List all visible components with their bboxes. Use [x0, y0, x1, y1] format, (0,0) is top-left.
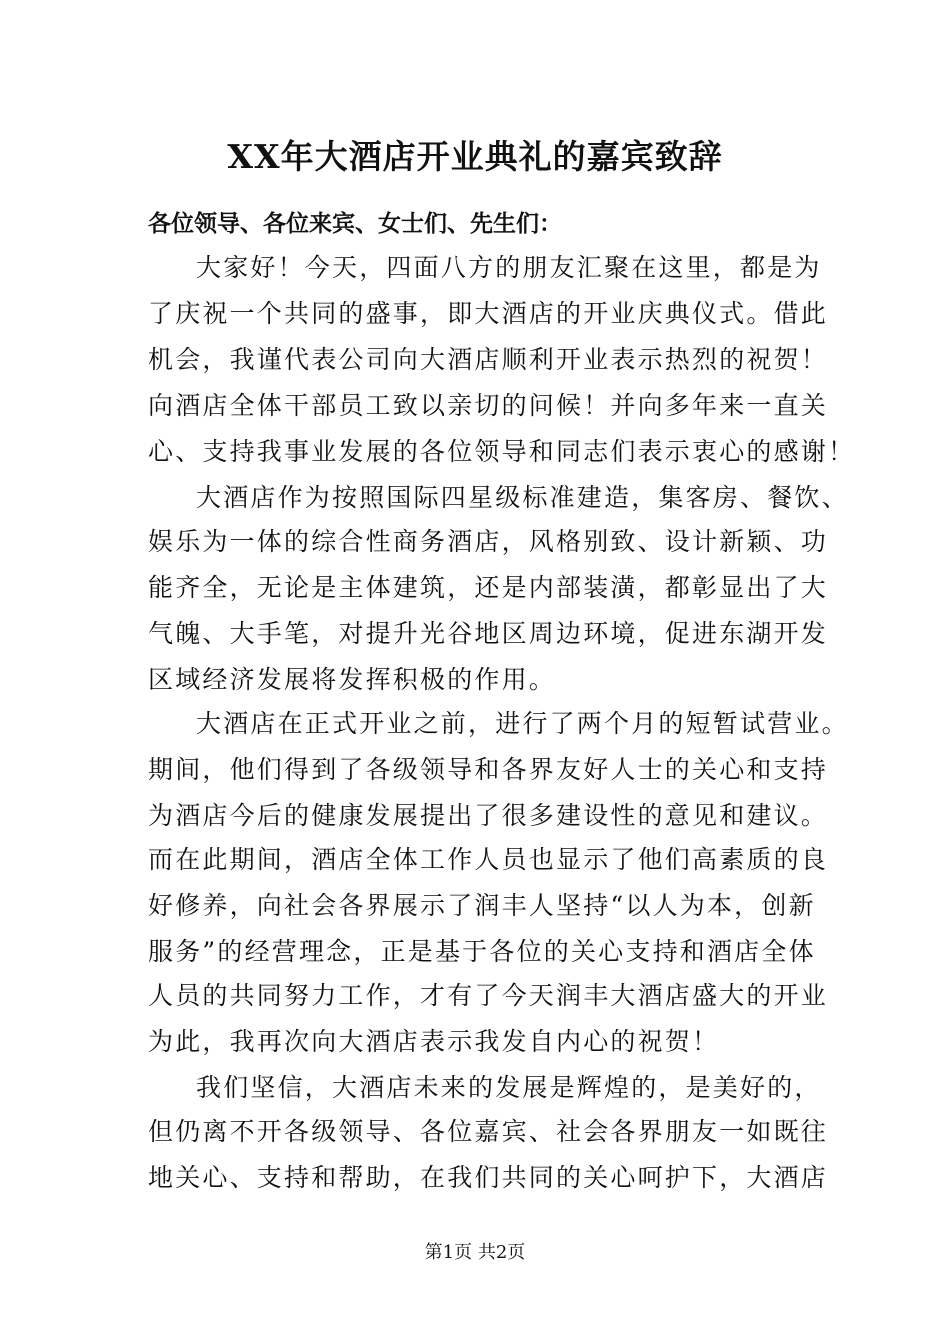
- paragraph-line: 但仍离不开各级领导、各位嘉宾、社会各界朋友一如既往: [148, 1117, 829, 1146]
- paragraph-line: 向酒店全体干部员工致以亲切的问候！并向多年来一直关: [148, 391, 829, 420]
- paragraph-line: 期间，他们得到了各级领导和各界友好人士的关心和支持: [148, 755, 829, 784]
- paragraph-line: 机会，我谨代表公司向大酒店顺利开业表示热烈的祝贺！: [148, 345, 829, 374]
- paragraph-line: 为此，我再次向大酒店表示我发自内心的祝贺！: [148, 1027, 720, 1056]
- paragraph-line: 我们坚信，大酒店未来的发展是辉煌的，是美好的，: [196, 1073, 822, 1102]
- page-footer: 第1页 共2页: [424, 1242, 526, 1263]
- paragraph-line: 人员的共同努力工作，才有了今天润丰大酒店盛大的开业: [148, 981, 829, 1010]
- paragraph-line: 地关心、支持和帮助，在我们共同的关心呵护下，大酒店: [148, 1163, 829, 1192]
- paragraph-line: 了庆祝一个共同的盛事，即大酒店的开业庆典仪式。借此: [148, 299, 829, 328]
- paragraph-line: 为酒店今后的健康发展提出了很多建设性的意见和建议。: [148, 801, 829, 830]
- salutation: 各位领导、各位来宾、女士们、先生们：: [148, 210, 562, 237]
- paragraph-line: 好修养，向社会各界展示了润丰人坚持“以人为本，创新: [148, 891, 816, 920]
- paragraph-line: 气魄、大手笔，对提升光谷地区周边环境，促进东湖开发: [148, 619, 829, 648]
- paragraph-line: 心、支持我事业发展的各位领导和同志们表示衷心的感谢！: [148, 437, 856, 466]
- paragraph-line: 大酒店作为按照国际四星级标准建造，集客房、餐饮、: [196, 483, 849, 512]
- paragraph-line: 区域经济发展将发挥积极的作用。: [148, 665, 557, 694]
- paragraph-line: 而在此期间，酒店全体工作人员也显示了他们高素质的良: [148, 845, 829, 874]
- paragraph-line: 服务”的经营理念，正是基于各位的关心支持和酒店全体: [148, 937, 816, 966]
- paragraph-line: 大家好！今天，四面八方的朋友汇聚在这里，都是为: [196, 253, 822, 282]
- paragraph-line: 能齐全，无论是主体建筑，还是内部装潢，都彰显出了大: [148, 573, 829, 602]
- paragraph-line: 娱乐为一体的综合性商务酒店，风格别致、设计新颖、功: [148, 527, 829, 556]
- paragraph-line: 大酒店在正式开业之前，进行了两个月的短暂试营业。: [196, 709, 849, 738]
- document-title: XX年大酒店开业典礼的嘉宾致辞: [227, 137, 723, 176]
